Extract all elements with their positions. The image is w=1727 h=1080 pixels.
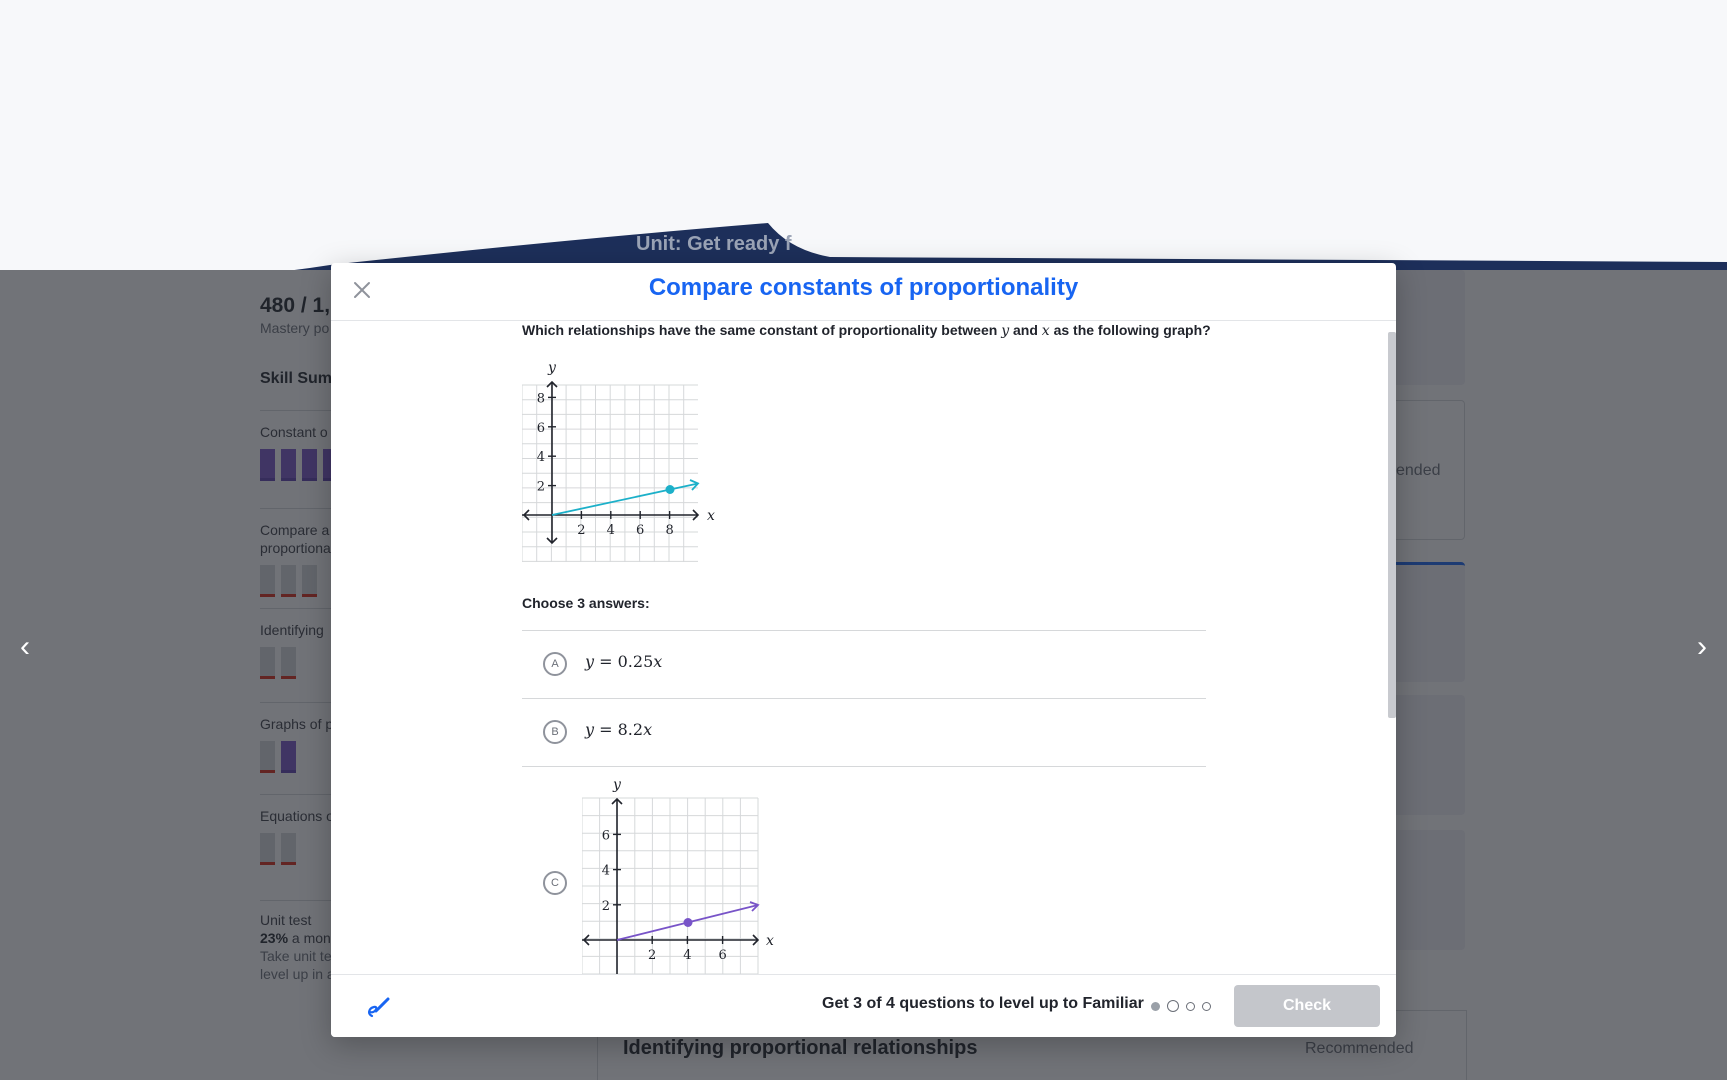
y-tick-label: 2 — [536, 479, 545, 495]
background-unit-title: Unit: Get ready f — [636, 233, 792, 255]
check-button[interactable]: Check — [1234, 985, 1380, 1027]
x-tick-label: 2 — [648, 948, 657, 963]
purple-point — [684, 918, 693, 927]
x-tick-label: 4 — [606, 523, 615, 538]
choice-letter: C — [543, 871, 567, 895]
progress-dots — [1151, 1000, 1211, 1012]
choice-a[interactable] — [522, 630, 1206, 698]
question-area — [331, 322, 1396, 974]
choice-letter: A — [543, 652, 567, 676]
x-tick-label: 6 — [718, 948, 727, 963]
x-tick-label: 2 — [577, 523, 586, 538]
choice-c[interactable] — [522, 766, 1206, 974]
modal-footer — [331, 974, 1396, 1037]
progress-dot — [1202, 1002, 1211, 1011]
x-tick-label: 6 — [636, 523, 645, 538]
teal-point — [666, 485, 675, 494]
x-axis-label: x — [766, 933, 774, 949]
scrollbar-thumb[interactable] — [1388, 332, 1396, 718]
choice-c-graph — [582, 781, 782, 974]
question-text: Which relationships have the same constant of proportionality between y and x as the following graph? — [522, 322, 1211, 339]
choice-equation: y = 0.25x — [585, 652, 663, 671]
y-tick-label: 4 — [601, 863, 610, 879]
y-tick-label: 2 — [601, 898, 610, 914]
progress-dot — [1151, 1002, 1160, 1011]
choice-b[interactable] — [522, 698, 1206, 766]
next-arrow-icon[interactable]: › — [1697, 630, 1707, 663]
answer-choices — [522, 630, 1206, 974]
choose-label: Choose 3 answers: — [522, 595, 650, 611]
x-axis-label: x — [707, 508, 715, 524]
modal-header — [331, 263, 1396, 321]
y-tick-label: 6 — [536, 420, 545, 436]
x-tick-label: 4 — [683, 948, 692, 963]
proportional-graph — [522, 360, 722, 572]
progress-dot-current — [1167, 1000, 1179, 1012]
level-up-text: Get 3 of 4 questions to level up to Familiar — [822, 995, 1144, 1012]
choice-letter: B — [543, 720, 567, 744]
x-tick-label: 8 — [665, 523, 674, 538]
y-tick-label: 6 — [601, 828, 610, 844]
previous-arrow-icon[interactable]: ‹ — [20, 630, 30, 663]
y-axis-label: y — [613, 781, 621, 793]
progress-dot — [1186, 1002, 1195, 1011]
scratchpad-pencil-icon[interactable] — [363, 992, 393, 1022]
y-axis-label: y — [548, 360, 556, 376]
exercise-modal — [331, 263, 1396, 1037]
y-tick-label: 4 — [536, 450, 545, 466]
y-tick-label: 8 — [536, 391, 545, 407]
choice-equation: y = 8.2x — [585, 720, 653, 739]
modal-title: Compare constants of proportionality — [648, 274, 1079, 301]
graph-grid — [582, 798, 758, 974]
